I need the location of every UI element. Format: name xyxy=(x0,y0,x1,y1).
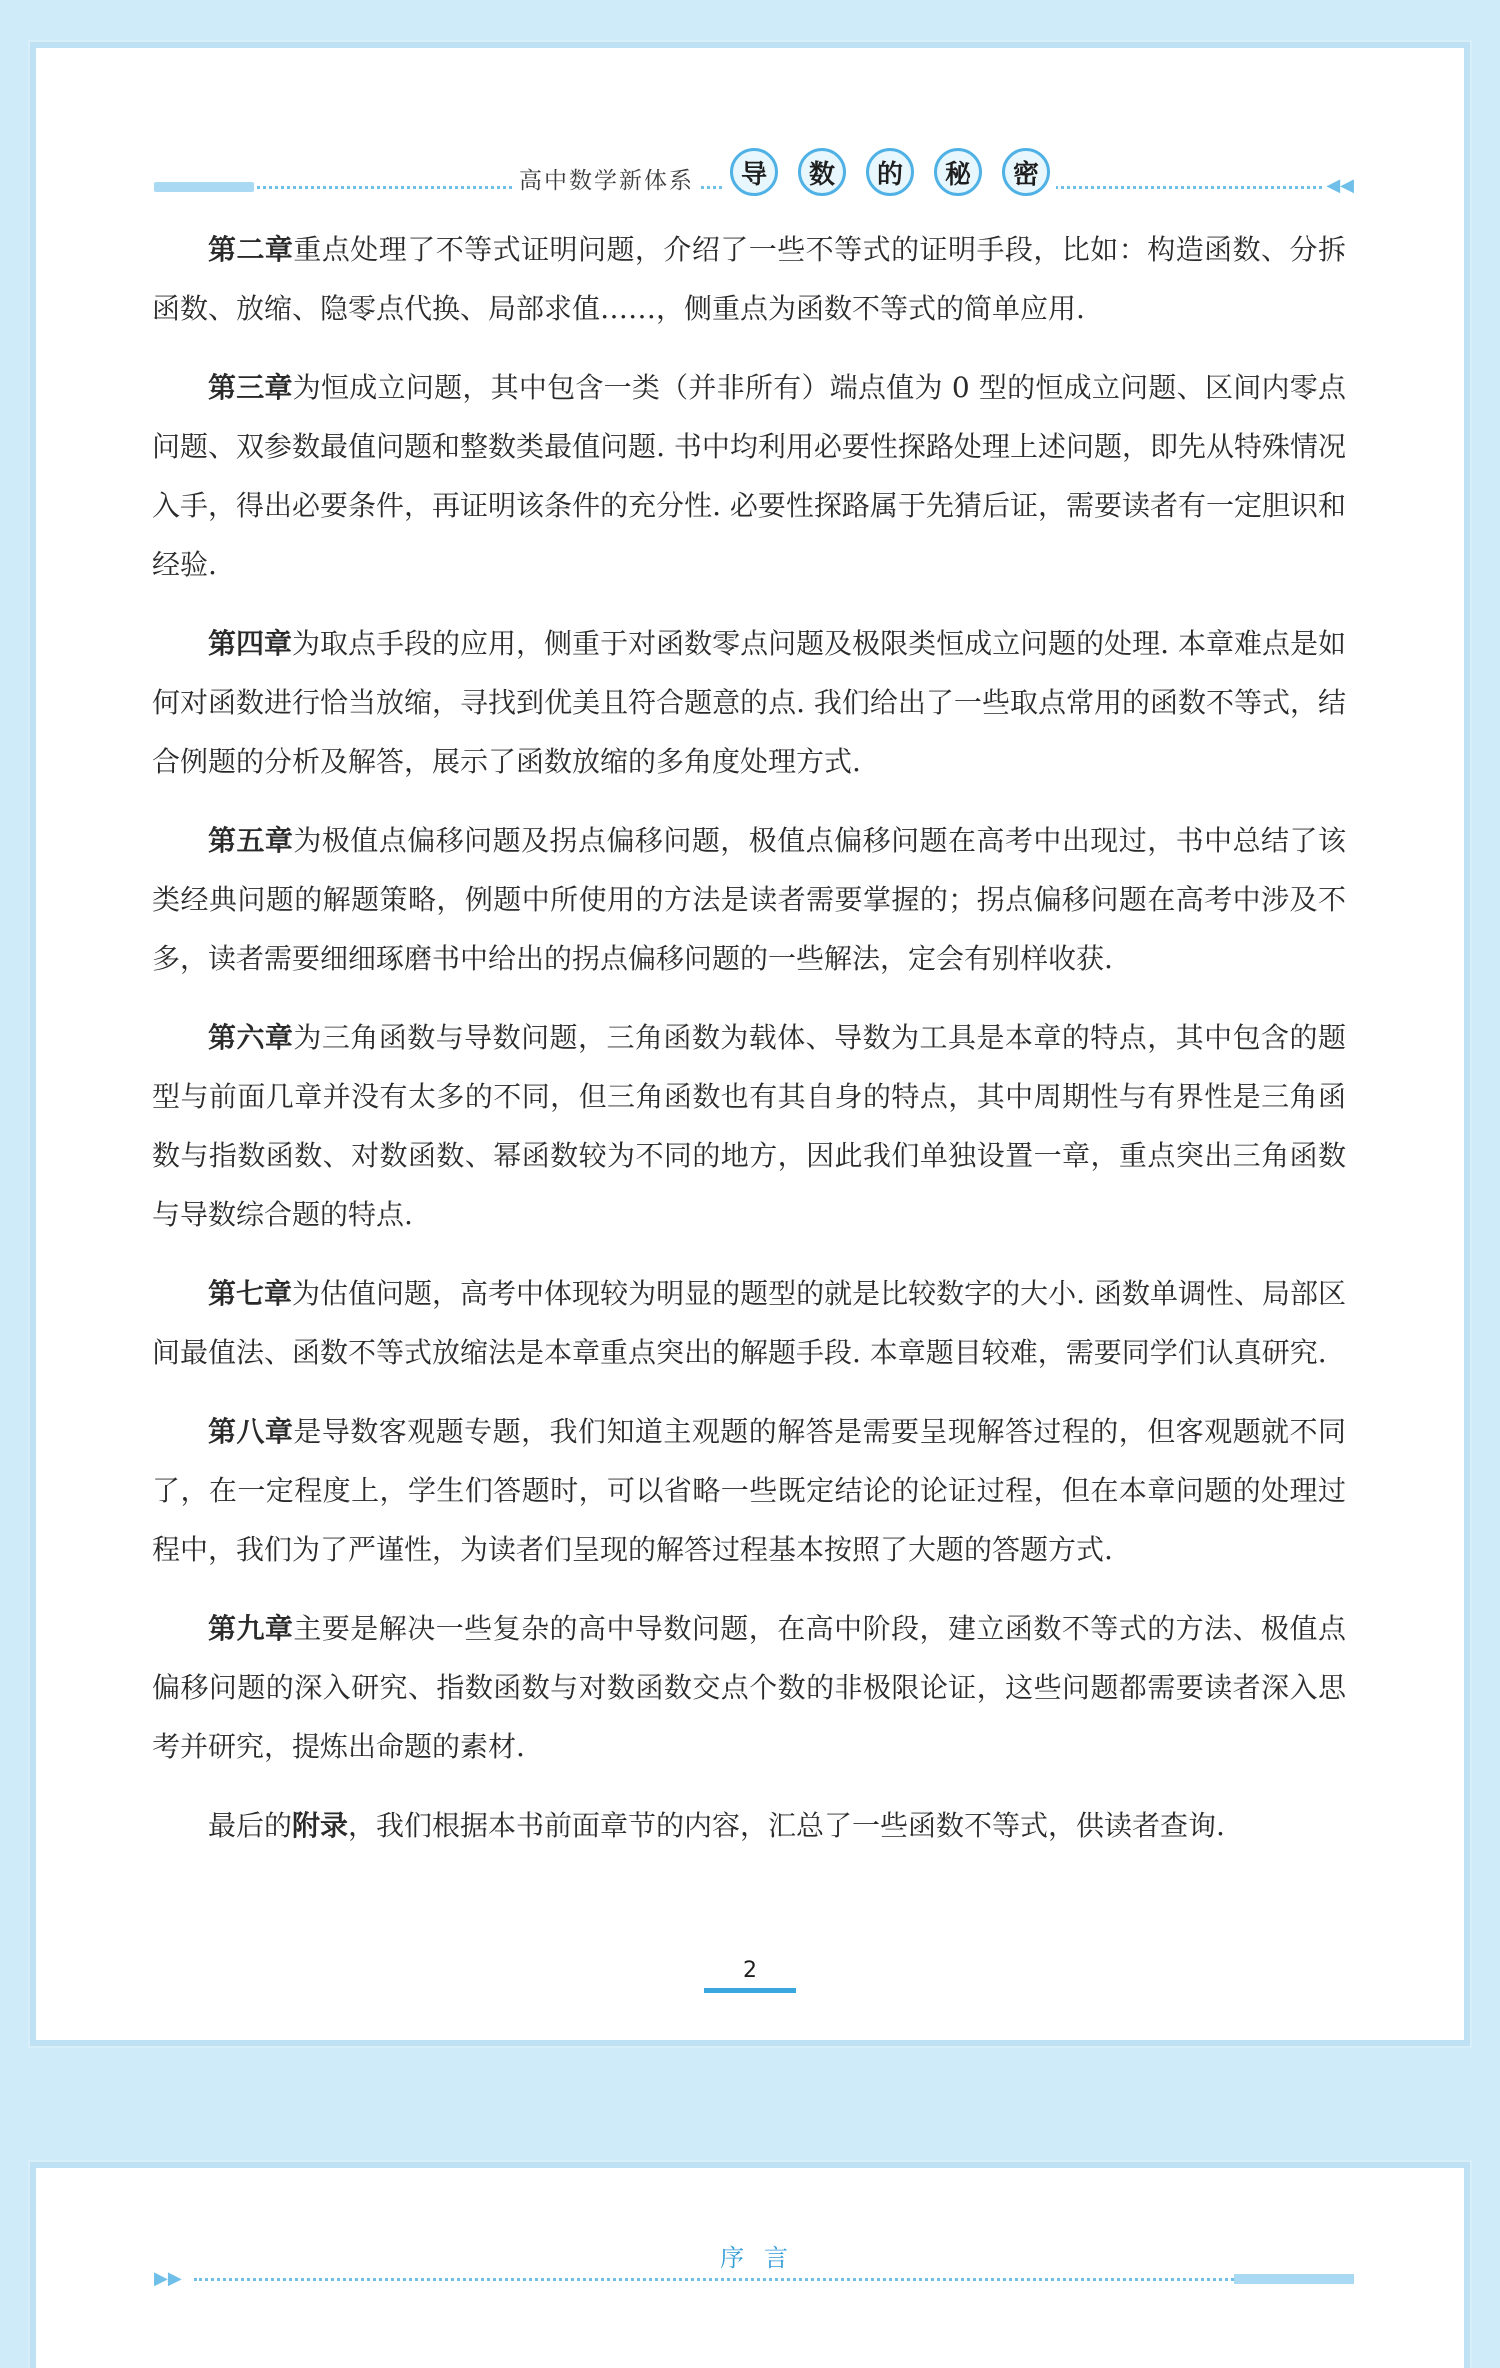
header-bar xyxy=(154,182,254,192)
paragraph xyxy=(152,1264,1346,1382)
chapter-label: 第五章 xyxy=(208,824,294,857)
header-dotted-line xyxy=(194,2278,1354,2281)
paragraph-text: 主要是解决一些复杂的高中导数问题，在高中阶段，建立函数不等式的方法、极值点偏移问题的深入研究、指数函数与对数函数交点个数的非极限论证，这些问题都需要读者深入思考并研究，提炼出命题的素材. xyxy=(152,1612,1346,1763)
chapter-label: 第六章 xyxy=(208,1021,294,1054)
paragraph xyxy=(152,1796,1346,1855)
paragraph-prefix: 最后的 xyxy=(208,1809,293,1842)
title-char: 密 xyxy=(1002,148,1050,196)
title-char: 数 xyxy=(798,148,846,196)
arrows-icon: ▶▶ xyxy=(154,2268,182,2289)
paragraph-text: 为取点手段的应用，侧重于对函数零点问题及极限类恒成立问题的处理. 本章难点是如何对函数进行恰当放缩，寻找到优美且符合题意的点. 我们给出了一些取点常用的函数不等式，结合例题的分析及解答，展示了函数放缩的多角度处理方式. xyxy=(152,627,1346,778)
chapter-label: 第四章 xyxy=(208,627,293,660)
title-char: 秘 xyxy=(934,148,982,196)
section-title: 序言 xyxy=(714,2238,814,2273)
appendix-label: 附录 xyxy=(292,1809,349,1842)
paragraph xyxy=(152,358,1346,594)
paragraph-text: 为估值问题，高考中体现较为明显的题型的就是比较数字的大小. 函数单调性、局部区间最值法、函数不等式放缩法是本章重点突出的解题手段. 本章题目较难，需要同学们认真研究. xyxy=(152,1277,1346,1369)
body-text xyxy=(152,220,1346,1875)
paragraph xyxy=(152,1599,1346,1776)
paragraph xyxy=(152,220,1346,338)
title-char: 的 xyxy=(866,148,914,196)
paragraph xyxy=(152,614,1346,791)
page-number: 2 xyxy=(743,1958,757,1983)
chapter-label: 第九章 xyxy=(208,1612,294,1645)
paragraph xyxy=(152,1008,1346,1244)
chapter-label: 第二章 xyxy=(208,233,294,266)
paragraph-text: 重点处理了不等式证明问题，介绍了一些不等式的证明手段，比如：构造函数、分拆函数、放缩、隐零点代换、局部求值……，侧重点为函数不等式的简单应用. xyxy=(152,233,1346,325)
paragraph xyxy=(152,1402,1346,1579)
page-number-underline xyxy=(704,1988,796,1993)
paragraph-text: 为三角函数与导数问题，三角函数为载体、导数为工具是本章的特点，其中包含的题型与前面几章并没有太多的不同，但三角函数也有其自身的特点，其中周期性与有界性是三角函数与指数函数、对数函数、幂函数较为不同的地方，因此我们单独设置一章，重点突出三角函数与导数综合题的特点. xyxy=(152,1021,1346,1231)
next-book-page xyxy=(36,2168,1464,2368)
running-header xyxy=(154,148,1354,208)
paragraph-text: 是导数客观题专题，我们知道主观题的解答是需要呈现解答过程的，但客观题就不同了，在一定程度上，学生们答题时，可以省略一些既定结论的论证过程，但在本章问题的处理过程中，我们为了严谨性，为读者们呈现的解答过程基本按照了大题的答题方式. xyxy=(152,1415,1346,1566)
paragraph-text: 为极值点偏移问题及拐点偏移问题，极值点偏移问题在高考中出现过，书中总结了该类经典问题的解题策略，例题中所使用的方法是读者需要掌握的；拐点偏移问题在高考中涉及不多，读者需要细细琢磨书中给出的拐点偏移问题的一些解法，定会有别样收获. xyxy=(152,824,1346,975)
series-name: 高中数学新体系 xyxy=(513,162,700,195)
book-title xyxy=(724,148,1056,196)
book-page xyxy=(36,48,1464,2040)
chapter-label: 第七章 xyxy=(208,1277,293,1310)
arrows-icon: ◀◀ xyxy=(1322,175,1354,196)
paragraph-text: 为恒成立问题，其中包含一类（并非所有）端点值为 0 型的恒成立问题、区间内零点问题、双参数最值问题和整数类最值问题. 书中均利用必要性探路处理上述问题，即先从特殊情况入手，得出必要条件，再证明该条件的充分性. 必要性探路属于先猜后证，需要读者有一定胆识和经验. xyxy=(152,371,1346,581)
running-header xyxy=(154,2244,1354,2300)
paragraph-text: ，我们根据本书前面章节的内容，汇总了一些函数不等式，供读者查询. xyxy=(348,1809,1225,1842)
header-bar xyxy=(1234,2274,1354,2284)
paragraph xyxy=(152,811,1346,988)
chapter-label: 第八章 xyxy=(208,1415,294,1448)
title-char: 导 xyxy=(730,148,778,196)
chapter-label: 第三章 xyxy=(208,371,293,404)
